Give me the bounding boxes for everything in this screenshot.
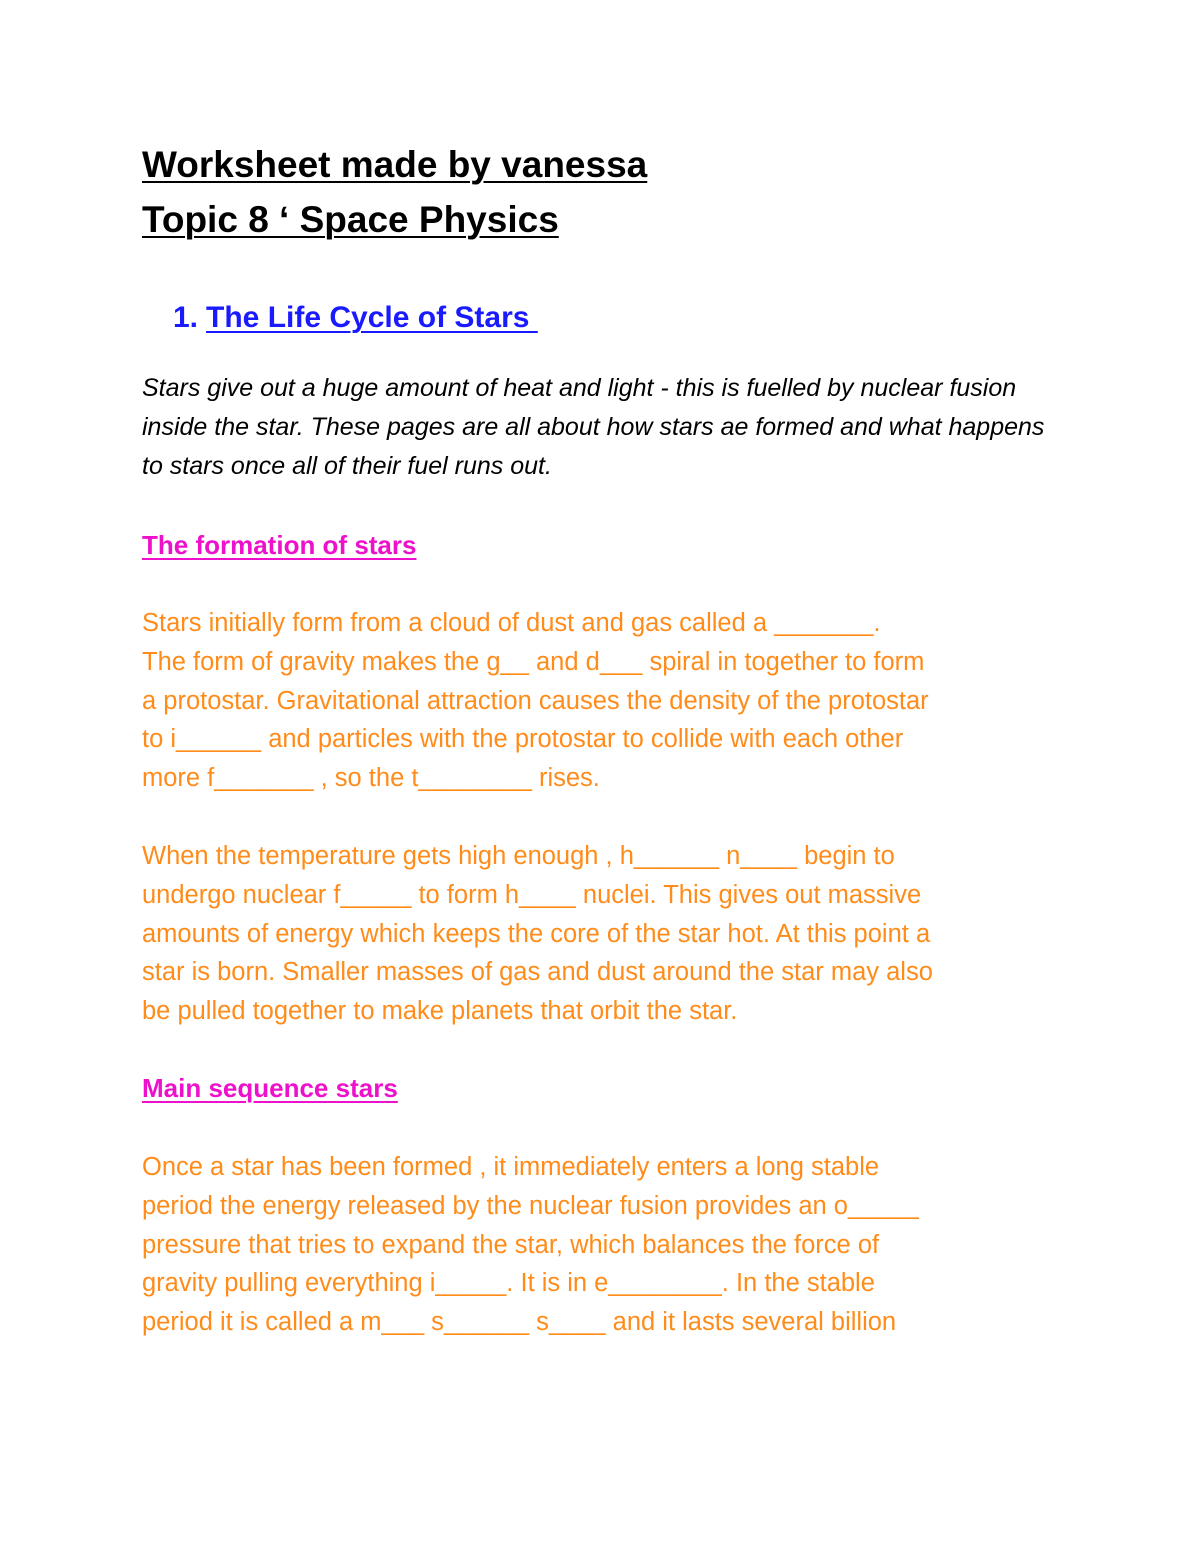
text-line: gravity pulling everything i_____. It is in e________. In the stable (142, 1269, 875, 1298)
formation-heading: The formation of stars (142, 530, 417, 560)
text-line: to i______ and particles with the protostar to collide with each other (142, 725, 904, 754)
section-heading-life-cycle (173, 298, 538, 338)
text-line: undergo nuclear f_____ to form h____ nuclei. This gives out massive (142, 880, 922, 909)
formation-paragraph-1 (142, 604, 1082, 798)
section-title: The Life Cycle of Stars (206, 301, 538, 334)
text-line: period the energy released by the nuclear fusion provides an o_____ (142, 1191, 919, 1220)
text-line: star is born. Smaller masses of gas and dust around the star may also (142, 958, 933, 987)
worksheet-title: Worksheet made by vanessa (142, 144, 648, 185)
section-number: 1. (173, 301, 199, 334)
text-line: more f_______ , so the t________ rises. (142, 764, 600, 793)
text-line: amounts of energy which keeps the core of the star hot. At this point a (142, 919, 931, 948)
intro-line: fusion inside the star. These pages are all about how stars ae formed (142, 374, 1017, 441)
text-line: be pulled together to make planets that orbit the star. (142, 997, 738, 1026)
topic-title: Topic 8 ‘ Space Physics (142, 199, 559, 240)
main-sequence-heading: Main sequence stars (142, 1073, 398, 1103)
text-line: Stars initially form from a cloud of dust and gas called a _______. (142, 609, 881, 637)
text-line: Once a star has been formed , it immediately enters a long stable (142, 1153, 880, 1181)
text-line: pressure that tries to expand the star, which balances the force of (142, 1230, 880, 1259)
text-line: a protostar. Gravitational attraction causes the density of the protostar (142, 686, 929, 715)
intro-line: and what happens to stars once all of their fuel runs out. (142, 413, 1045, 480)
text-line: When the temperature gets high enough , h______ n____ begin to (142, 842, 895, 870)
intro-paragraph (142, 369, 1072, 486)
intro-line: Stars give out a huge amount of heat and light - this is fuelled by nuclear (142, 374, 943, 402)
text-line: The form of gravity makes the g__ and d___ spiral in together to form (142, 647, 925, 676)
main-sequence-paragraph (142, 1148, 1082, 1342)
formation-paragraph-2 (142, 837, 1082, 1031)
text-line: period it is called a m___ s______ s____ and it lasts several billion (142, 1308, 897, 1337)
